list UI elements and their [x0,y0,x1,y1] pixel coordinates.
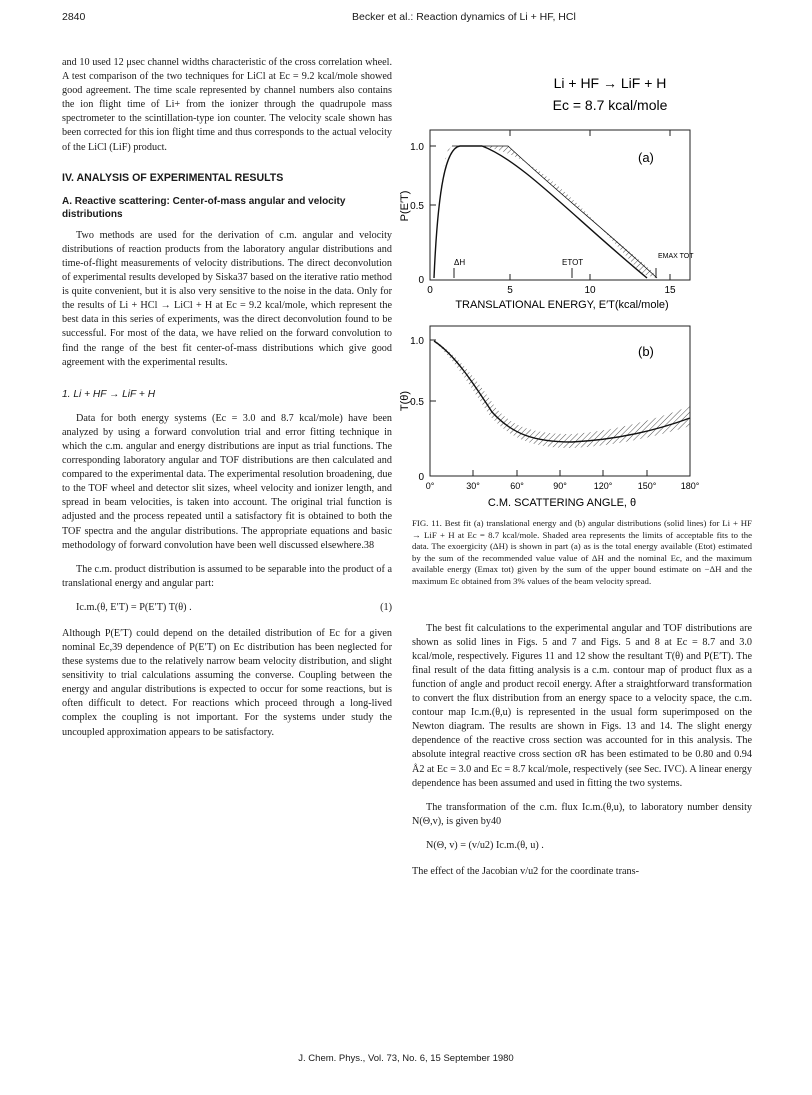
paragraph: Although P(E′T) could depend on the detailed distribution of Ec for a given nominal Ec,39 dependence of P(E′T) on Ec distribution has been neglected for these systems due to the relatively narrow beam velocity distribution, and slight sensitivity to trial calculations assuming the converse. Coupling between the energy and angular distributions is expected to occur for some reactions, but is often difficult to detect. For reactions which proceed through a long-lived complex the coupling is not important. For the systems under study the uncoupled approximation appears to be satisfactory. [62,627,392,738]
tick-label: 0.5 [410,201,424,212]
section-title: IV. ANALYSIS OF EXPERIMENTAL RESULTS [62,171,284,184]
panel-b-label: (b) [638,344,654,359]
subsection-title: A. Reactive scattering: Center-of-mass angular and velocity distributions [62,195,346,220]
page-number: 2840 [62,11,86,23]
tick-label: 15 [664,285,676,296]
paragraph: and 10 used 12 μsec channel widths characteristic of the cross correlation wheel. A test comparison of the two techniques for LiCl at Ec = 9.2 kcal/mole showed good agreement. The time scale represented by channel numbers also contains the ion flight time of Li+ from the ionizer through the quadrupole mass spectrometer to the scintillation-type ion counter. The velocity scale shown has been corrected for this ion flight time and thus corresponds to the actual velocity of the LiCl (LiF) product. [62,57,392,153]
paragraph: Two methods are used for the derivation of c.m. angular and velocity distributions of reaction products from the laboratory angular distributions and time-of-flight measurements of velocity distributions. The direct deconvolution of experimental results developed by Siska37 based on the iterative ratio method is quite convenient, but it is also very sensitive to the noise in the data. Only for the results of Li + HCl → LiCl + H at Ec = 9.2 kcal/mole, which represent the best data in this series of experiments, was the direct deconvolution found to be successful. For most of the data, we have relied on the forward convolution to find the range of the best fit center-of-mass distributions which give good agreement with the experimental results. [62,229,392,368]
tick-label: 180° [680,481,700,491]
paragraph: The transformation of the c.m. flux Ic.m.(θ,u), to laboratory number density N(Θ,v), is given by40 [412,801,752,827]
tick-label: 0 [427,285,433,296]
tick-label: 150° [637,481,657,491]
figure-title-2: Ec = 8.7 kcal/mole [552,97,668,113]
equation-2 [426,839,752,855]
equation-text: N(Θ, v) = (v/u2) Ic.m.(θ, u) . [426,839,544,851]
panel-b-ylabel: T(θ) [399,390,411,412]
equation-text: Ic.m.(θ, E′T) = P(E′T) T(θ) . [76,601,192,613]
page-header [62,11,750,27]
figure-caption: FIG. 11. Best fit (a) translational energy and (b) angular distributions (solid lines) for Li + HF → LiF + H at Ec = 8.7 kcal/mole. Shaded area represents the limits of acceptable fits to the data. The exoergicity (ΔH) is shown in part (a) as is the total energy available (Etot) estimated by the sum of the recommended value value of ΔH and the nominal Ec, and the maximum available energy (Emax tot) given by the sum of the upper bound estimate on −ΔH and the maximum Ec obtained from 3% values of the beam velocity spread. [412,518,752,586]
left-column [62,56,392,740]
tick-label: 0 [418,275,424,286]
tick-label: 10 [584,285,596,296]
tick-label: 0.5 [410,397,424,408]
annotation-emax: EMAX TOT [658,253,694,260]
panel-b-xticks [426,481,700,491]
panel-a-label: (a) [638,150,654,165]
tick-label: 5 [507,285,513,296]
annotation-dh: ΔH [454,258,466,267]
annotation-etot: ETOT [562,258,584,267]
tick-label: 0° [425,481,435,491]
right-column [412,518,752,879]
page-footer: J. Chem. Phys., Vol. 73, No. 6, 15 September 1980 [298,1053,514,1064]
tick-label: 60° [510,481,524,491]
panel-a-best-fit-curve [434,146,647,278]
panel-b-xlabel: C.M. SCATTERING ANGLE, θ [487,497,637,509]
tick-label: 1.0 [410,336,424,347]
figure-title-1: Li + HF → LiF + H [553,75,667,91]
tick-label: 0 [418,472,424,483]
subsubsection-title: 1. Li + HF → LiF + H [62,388,156,400]
panel-a-ylabel: P(E′T) [399,190,411,222]
paragraph: The c.m. product distribution is assumed to be separable into the product of a translational energy and angular part: [62,563,392,589]
paragraph: The best fit calculations to the experimental angular and TOF distributions are shown as solid lines in Figs. 5 and 7 and Figs. 5 and 8 at Ec = 8.7 and 3.0 kcal/mole, respectively. Figures 11 and 12 show the resultant T(θ) and P(E′T). The final result of the data fitting analysis is a c.m. contour map of product flux as a function of angle and product recoil energy. After a straightforward transformation to convert the flux distribution from an energy space to a velocity space, the c.m. contour map Ic.m.(θ,u) is represented in the usual form superimposed on the Newton diagram. The results are shown in Figs. 13 and 14. The slight energy dependence of the reactive cross section was accounted for in this analysis. The absolute integral reactive cross section σR has been estimated to be 0.80 and 0.94 Å2 at Ec = 3.0 and Ec = 8.7 kcal/mole, respectively (see Sec. IVC). A linear energy dependence has been assumed and used in fitting the two systems. [412,622,752,789]
equation-number: (1) [380,601,392,613]
panel-a-xlabel: TRANSLATIONAL ENERGY, E′T(kcal/mole) [455,299,669,311]
tick-label: 120° [593,481,613,491]
figure-11 [399,56,752,516]
tick-label: 90° [553,481,567,491]
running-title: Becker et al.: Reaction dynamics of Li + HF, HCl [352,11,576,23]
paragraph: Data for both energy systems (Ec = 3.0 and 8.7 kcal/mole) have been analyzed by using a forward convolution trial and error fitting technique in which the c.m. angular and energy distributions are input as trial functions. The corresponding laboratory angular and TOF distributions are then calculated and compared to the experimental data. The experimental resolution broadening, due to the TOF wheel and detector slit sizes, wheel velocity and ionizer length, and spread in beam velocities, is taken into account. The original trial function is adjusted and the process repeated until a satisfactory fit is obtained to both the TOF spectra and the angular distributions. The appropriate equations and basic methodology of forward convolution have been well discussed elsewhere.38 [62,412,392,551]
tick-label: 30° [466,481,480,491]
equation-1 [76,601,392,617]
figure-plot [399,56,752,516]
paragraph: The effect of the Jacobian v/u2 for the coordinate trans- [412,865,639,877]
panel-a-upper-limit [452,146,657,278]
tick-label: 1.0 [410,142,424,153]
